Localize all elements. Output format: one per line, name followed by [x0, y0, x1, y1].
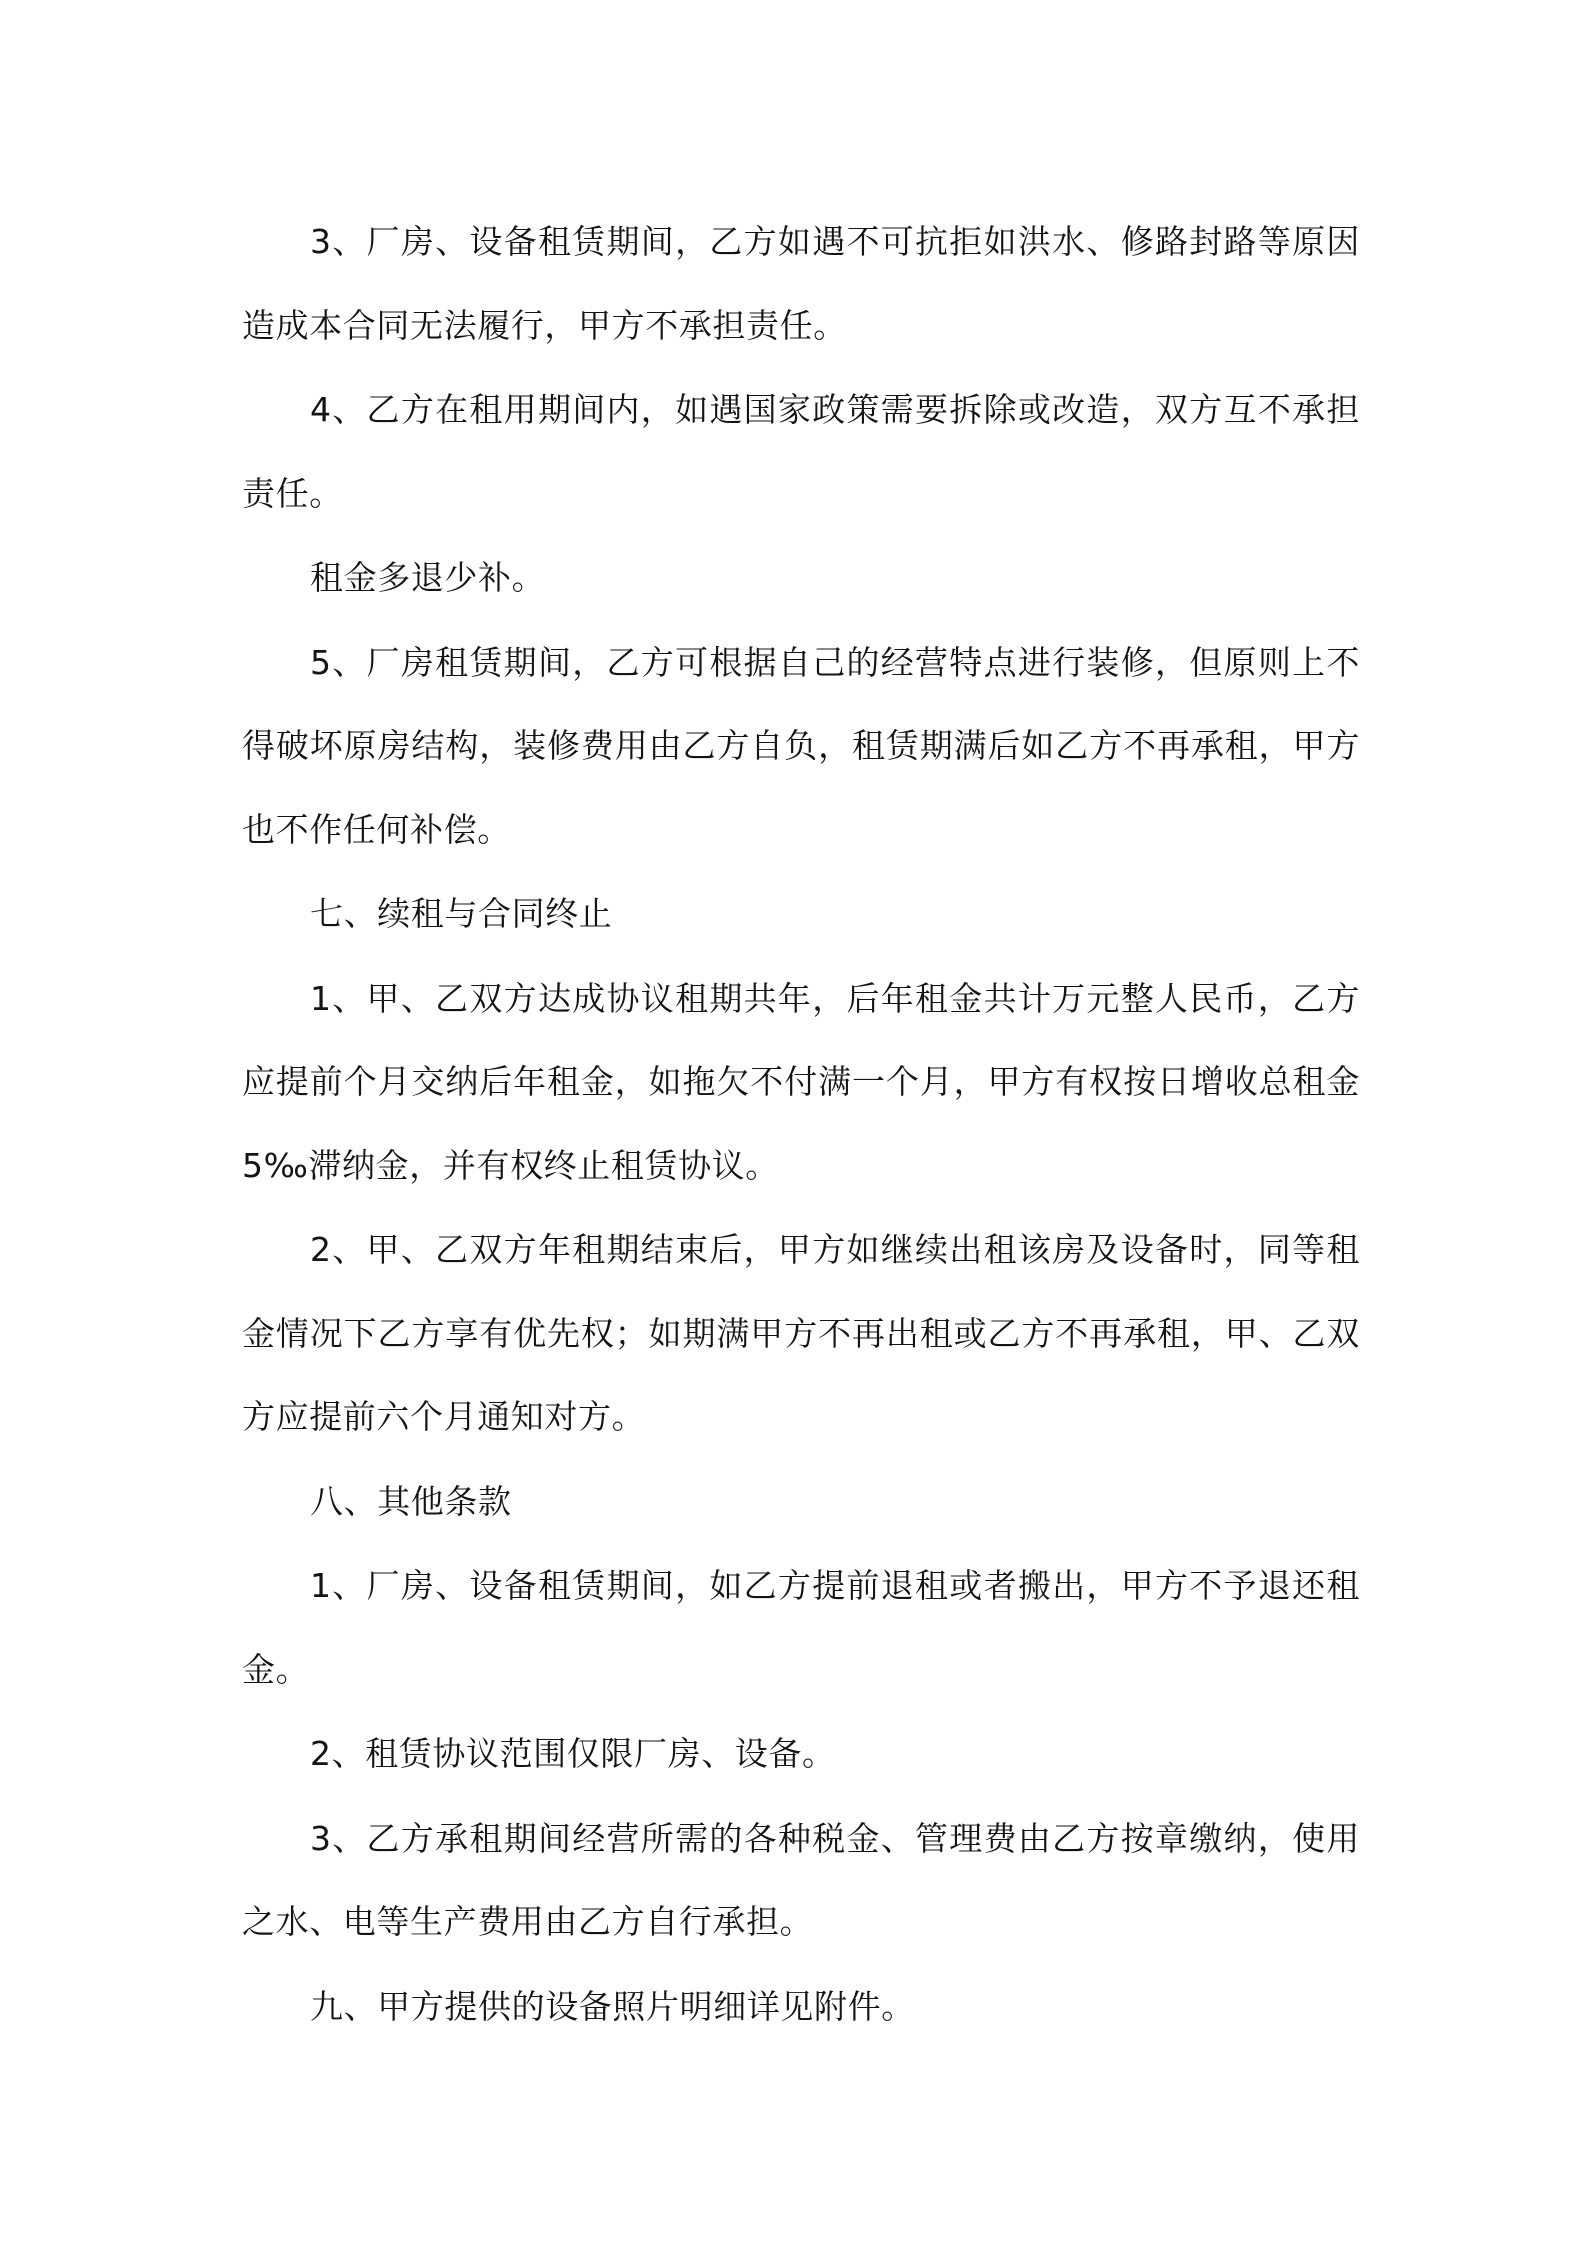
clause-8-1-early-termination: 1、厂房、设备租赁期间，如乙方提前退租或者搬出，甲方不予退还租金。 [242, 1566, 1360, 1689]
rent-adjustment-note: 租金多退少补。 [310, 558, 546, 597]
clause-8-2-scope: 2、租赁协议范围仅限厂房、设备。 [310, 1734, 836, 1773]
clause-3-force-majeure: 3、厂房、设备租赁期间，乙方如遇不可抗拒如洪水、修路封路等原因造成本合同无法履行，甲方不承担责任。 [242, 222, 1360, 345]
clause-8-3-taxes-utilities: 3、乙方承租期间经营所需的各种税金、管理费由乙方按章缴纳，使用之水、电等生产费用由乙方自行承担。 [242, 1818, 1360, 1941]
clause-7-1-rent-term: 1、甲、乙双方达成协议租期共年，后年租金共计万元整人民币，乙方应提前个月交纳后年租金，如拖欠不付满一个月，甲方有权按日增收总租金 5‰滞纳金，并有权终止租赁协议。 [242, 978, 1360, 1185]
clause-5-renovation: 5、厂房租赁期间，乙方可根据自己的经营特点进行装修，但原则上不得破坏原房结构，装修费用由乙方自负，租赁期满后如乙方不再承租，甲方也不作任何补偿。 [242, 642, 1360, 849]
section-8-heading: 八、其他条款 [310, 1481, 512, 1521]
section-7-heading: 七、续租与合同终止 [310, 894, 613, 933]
document-body [242, 200, 1360, 2049]
section-9-attachment: 九、甲方提供的设备照片明细详见附件。 [310, 1986, 915, 2026]
clause-7-2-renewal-priority: 2、甲、乙双方年租期结束后，甲方如继续出租该房及设备时，同等租金情况下乙方享有优先权；如期满甲方不再出租或乙方不再承租，甲、乙双方应提前六个月通知对方。 [242, 1230, 1360, 1436]
clause-4-policy-demolition: 4、乙方在租用期间内，如遇国家政策需要拆除或改造，双方互不承担责任。 [242, 390, 1360, 513]
